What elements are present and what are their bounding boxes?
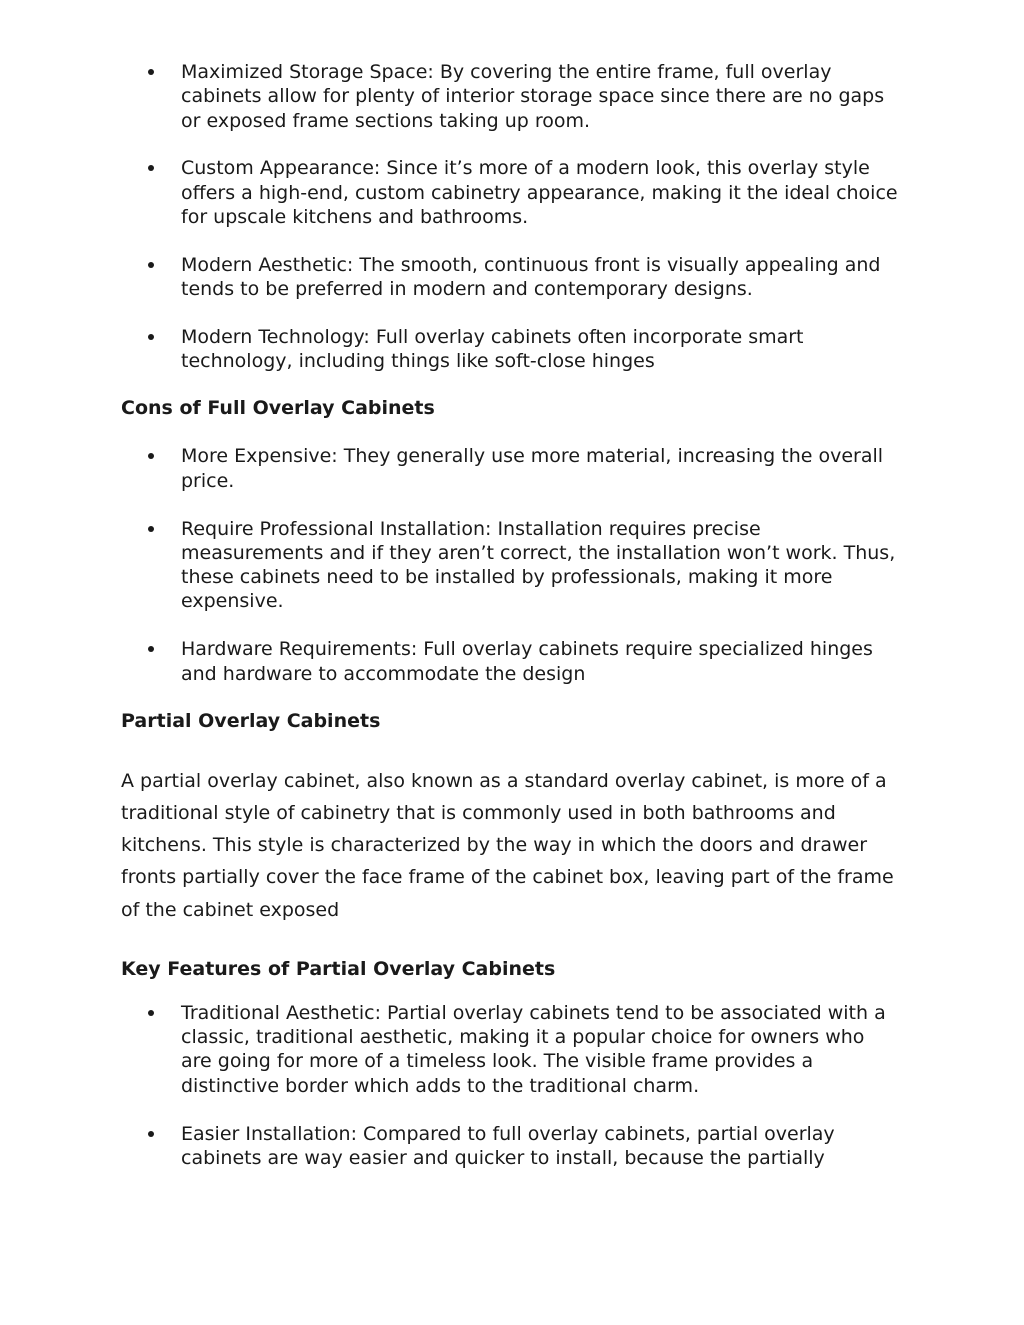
bullet-icon	[148, 526, 154, 532]
document-page	[121, 60, 901, 1170]
bullet-icon	[148, 1010, 154, 1016]
list-item	[121, 444, 901, 493]
cons-list	[121, 444, 901, 685]
bullet-icon	[148, 453, 154, 459]
list-item-text: Hardware Requirements: Full overlay cabinets require specialized hinges and hardware to accommodate the design	[181, 638, 873, 685]
list-item	[121, 1001, 901, 1098]
bullet-icon	[148, 1131, 154, 1137]
list-item-text: Maximized Storage Space: By covering the entire frame, full overlay cabinets allow for plenty of interior storage space since there are no gaps or exposed frame sections taking up room.	[181, 61, 885, 132]
cons-heading: Cons of Full Overlay Cabinets	[121, 397, 435, 420]
list-item-text: Modern Aesthetic: The smooth, continuous front is visually appealing and tends to be preferred in modern and contemporary designs.	[181, 253, 881, 301]
list-item-text: Custom Appearance: Since it’s more of a modern look, this overlay style offers a high-end, custom cabinetry appearance, making it the ideal choice for upscale kitchens and bathrooms.	[181, 157, 898, 228]
bullet-icon	[148, 646, 154, 652]
list-item-text: More Expensive: They generally use more material, increasing the overall price.	[181, 445, 884, 492]
list-item	[121, 156, 901, 229]
list-item	[121, 1122, 901, 1171]
list-item	[121, 637, 901, 686]
bullet-icon	[148, 334, 154, 340]
bullet-icon	[148, 165, 154, 171]
list-item-text: Traditional Aesthetic: Partial overlay cabinets tend to be associated with a classic, traditional aesthetic, making it a popular choice for owners who are going for more of a timeless look. The visible frame provides a distinctive border which adds to the traditional charm.	[181, 1001, 886, 1097]
pros-list	[121, 60, 901, 373]
list-item-text: Modern Technology: Full overlay cabinets often incorporate smart technology, including things like soft-close hinges	[181, 325, 804, 373]
list-item	[121, 60, 901, 133]
list-item-text: Require Professional Installation: Installation requires precise measurements and if they aren’t correct, the installation won’t work. Thus, these cabinets need to be installed by professionals, making it more expensive.	[181, 517, 896, 613]
key-features-list	[121, 1001, 901, 1170]
bullet-icon	[148, 69, 154, 75]
list-item	[121, 325, 901, 374]
key-features-heading: Key Features of Partial Overlay Cabinets	[121, 957, 556, 980]
list-item	[121, 253, 901, 302]
partial-overlay-heading: Partial Overlay Cabinets	[121, 709, 381, 732]
list-item-text: Easier Installation: Compared to full overlay cabinets, partial overlay cabinets are way easier and quicker to install, because the partially	[181, 1122, 835, 1169]
bullet-icon	[148, 262, 154, 268]
list-item	[121, 517, 901, 614]
partial-overlay-paragraph: A partial overlay cabinet, also known as a standard overlay cabinet, is more of a traditional style of cabinetry that is commonly used in both bathrooms and kitchens. This style is characterized by the way in which the doors and drawer fronts partially cover the face frame of the cabinet box, leaving part of the frame of the cabinet exposed	[121, 769, 894, 921]
